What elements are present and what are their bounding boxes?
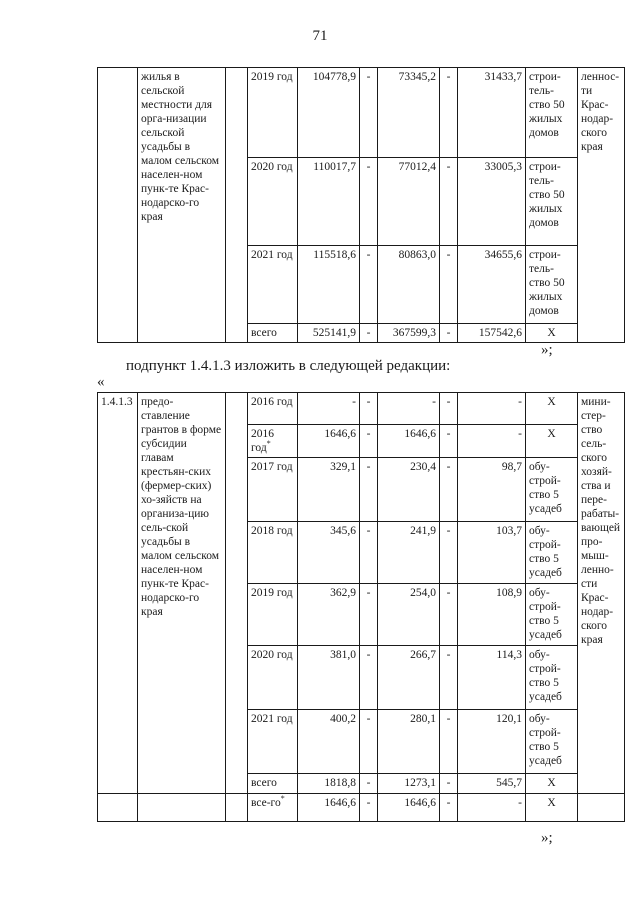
local-cell: 120,1 xyxy=(458,710,526,774)
name-cell: жилья в сельской местности для орга-низации сельской усадьбы в малом сельском населен-ном пунк-те Крас-нодарско-го края xyxy=(138,68,226,343)
result-cell: обу-строй-ство 5 усадеб xyxy=(526,458,578,522)
closing-quote-2: »; xyxy=(541,830,553,846)
dash-cell: - xyxy=(360,158,378,246)
local-cell: - xyxy=(458,393,526,425)
dash-cell: - xyxy=(440,522,458,584)
year-label: всего xyxy=(251,327,277,339)
total-cell: 1646,6 xyxy=(298,425,360,458)
table-row xyxy=(98,794,625,822)
paragraph-text: подпункт 1.4.1.3 изложить в следующей редакции: xyxy=(126,358,451,374)
result-cell: X xyxy=(526,774,578,794)
dash-cell: - xyxy=(360,584,378,646)
regional-cell: 80863,0 xyxy=(378,246,440,324)
opening-quote: « xyxy=(97,374,105,390)
result-cell: X xyxy=(526,393,578,425)
regional-cell: 254,0 xyxy=(378,584,440,646)
year-label: 2018 год xyxy=(251,525,293,537)
regional-cell: 266,7 xyxy=(378,646,440,710)
table-2 xyxy=(97,392,625,822)
local-cell: 33005,3 xyxy=(458,158,526,246)
dash-cell: - xyxy=(440,710,458,774)
result-cell: обу-строй-ство 5 усадеб xyxy=(526,710,578,774)
responsible-cell xyxy=(578,794,625,822)
total-cell: 525141,9 xyxy=(298,324,360,343)
blank-cell xyxy=(226,68,248,343)
year-label: всего xyxy=(251,777,277,789)
dash-cell: - xyxy=(440,68,458,158)
year-label: 2019 год xyxy=(251,71,293,83)
regional-cell: 1646,6 xyxy=(378,794,440,822)
year-cell xyxy=(248,458,298,522)
local-cell: 114,3 xyxy=(458,646,526,710)
regional-cell: 73345,2 xyxy=(378,68,440,158)
dash-cell: - xyxy=(360,324,378,343)
year-cell xyxy=(248,324,298,343)
year-cell xyxy=(248,794,298,822)
year-cell xyxy=(248,393,298,425)
result-cell: строи-тель-ство 50 жилых домов xyxy=(526,158,578,246)
responsible-cell: леннос-ти Крас-нодар-ского края xyxy=(578,68,625,343)
dash-cell: - xyxy=(360,393,378,425)
table-1 xyxy=(97,67,625,343)
dash-cell: - xyxy=(440,458,458,522)
year-cell xyxy=(248,710,298,774)
regional-cell: 367599,3 xyxy=(378,324,440,343)
local-cell: 545,7 xyxy=(458,774,526,794)
year-cell xyxy=(248,68,298,158)
row-number-cell: 1.4.1.3 xyxy=(98,393,138,794)
regional-cell: 230,4 xyxy=(378,458,440,522)
year-cell xyxy=(248,584,298,646)
total-cell: 345,6 xyxy=(298,522,360,584)
local-cell: 31433,7 xyxy=(458,68,526,158)
local-cell: 98,7 xyxy=(458,458,526,522)
local-cell: - xyxy=(458,794,526,822)
year-label: 2021 год xyxy=(251,249,293,261)
footnote-star: * xyxy=(280,794,285,804)
year-label: 2020 год xyxy=(251,649,293,661)
result-cell: обу-строй-ство 5 усадеб xyxy=(526,646,578,710)
total-cell: 329,1 xyxy=(298,458,360,522)
table-row xyxy=(98,393,625,425)
dash-cell: - xyxy=(440,425,458,458)
local-cell: 34655,6 xyxy=(458,246,526,324)
footnote-star: * xyxy=(266,439,271,449)
dash-cell: - xyxy=(360,522,378,584)
dash-cell: - xyxy=(360,68,378,158)
result-cell: обу-строй-ство 5 усадеб xyxy=(526,584,578,646)
year-cell xyxy=(248,522,298,584)
total-cell: 1646,6 xyxy=(298,794,360,822)
result-cell: X xyxy=(526,794,578,822)
year-label: 2019 год xyxy=(251,587,293,599)
year-cell xyxy=(248,246,298,324)
dash-cell: - xyxy=(360,458,378,522)
regional-cell: 1646,6 xyxy=(378,425,440,458)
local-cell: 157542,6 xyxy=(458,324,526,343)
year-label: 2017 год xyxy=(251,461,293,473)
regional-cell: 241,9 xyxy=(378,522,440,584)
year-cell xyxy=(248,774,298,794)
name-cell: предо-ставление грантов в форме субсидии главам крестьян-ских (фермер-ских) хо-зяйств на организа-цию сель-ской усадьбы в малом сельском населен-ном пунк-те Крас-нодарско-го края xyxy=(138,393,226,794)
responsible-cell: мини-стер-ство сель-ского хозяй-ства и пере-рабаты-вающей про-мыш-ленно-сти Крас-нодар-ского края xyxy=(578,393,625,794)
local-cell: - xyxy=(458,425,526,458)
dash-cell: - xyxy=(360,425,378,458)
blank-cell xyxy=(226,794,248,822)
row-number-cell xyxy=(98,794,138,822)
year-label: 2020 год xyxy=(251,161,293,173)
year-label: 2021 год xyxy=(251,713,293,725)
dash-cell: - xyxy=(440,246,458,324)
blank-cell xyxy=(226,393,248,794)
result-cell: X xyxy=(526,324,578,343)
regional-cell: 77012,4 xyxy=(378,158,440,246)
regional-cell: 280,1 xyxy=(378,710,440,774)
year-cell xyxy=(248,646,298,710)
page-number: 71 xyxy=(312,28,328,44)
dash-cell: - xyxy=(360,710,378,774)
total-cell: 1818,8 xyxy=(298,774,360,794)
total-cell: 115518,6 xyxy=(298,246,360,324)
dash-cell: - xyxy=(440,584,458,646)
closing-quote-1: »; xyxy=(541,342,553,358)
result-cell: строи-тель-ство 50 жилых домов xyxy=(526,246,578,324)
dash-cell: - xyxy=(360,646,378,710)
total-cell: 110017,7 xyxy=(298,158,360,246)
year-label: 2016 год xyxy=(251,428,274,454)
year-cell xyxy=(248,425,298,458)
table-row xyxy=(98,68,625,158)
dash-cell: - xyxy=(360,774,378,794)
result-cell: X xyxy=(526,425,578,458)
result-cell: обу-строй-ство 5 усадеб xyxy=(526,522,578,584)
regional-cell: 1273,1 xyxy=(378,774,440,794)
dash-cell: - xyxy=(440,324,458,343)
local-cell: 108,9 xyxy=(458,584,526,646)
row-number-cell xyxy=(98,68,138,343)
year-label: все-го xyxy=(251,797,281,809)
year-label: 2016 год xyxy=(251,396,293,408)
name-cell xyxy=(138,794,226,822)
dash-cell: - xyxy=(360,794,378,822)
dash-cell: - xyxy=(440,794,458,822)
total-cell: 104778,9 xyxy=(298,68,360,158)
total-cell: 400,2 xyxy=(298,710,360,774)
dash-cell: - xyxy=(440,646,458,710)
regional-cell: - xyxy=(378,393,440,425)
total-cell: - xyxy=(298,393,360,425)
total-cell: 381,0 xyxy=(298,646,360,710)
dash-cell: - xyxy=(440,158,458,246)
dash-cell: - xyxy=(360,246,378,324)
dash-cell: - xyxy=(440,393,458,425)
total-cell: 362,9 xyxy=(298,584,360,646)
result-cell: строи-тель-ство 50 жилых домов xyxy=(526,68,578,158)
dash-cell: - xyxy=(440,774,458,794)
local-cell: 103,7 xyxy=(458,522,526,584)
year-cell xyxy=(248,158,298,246)
